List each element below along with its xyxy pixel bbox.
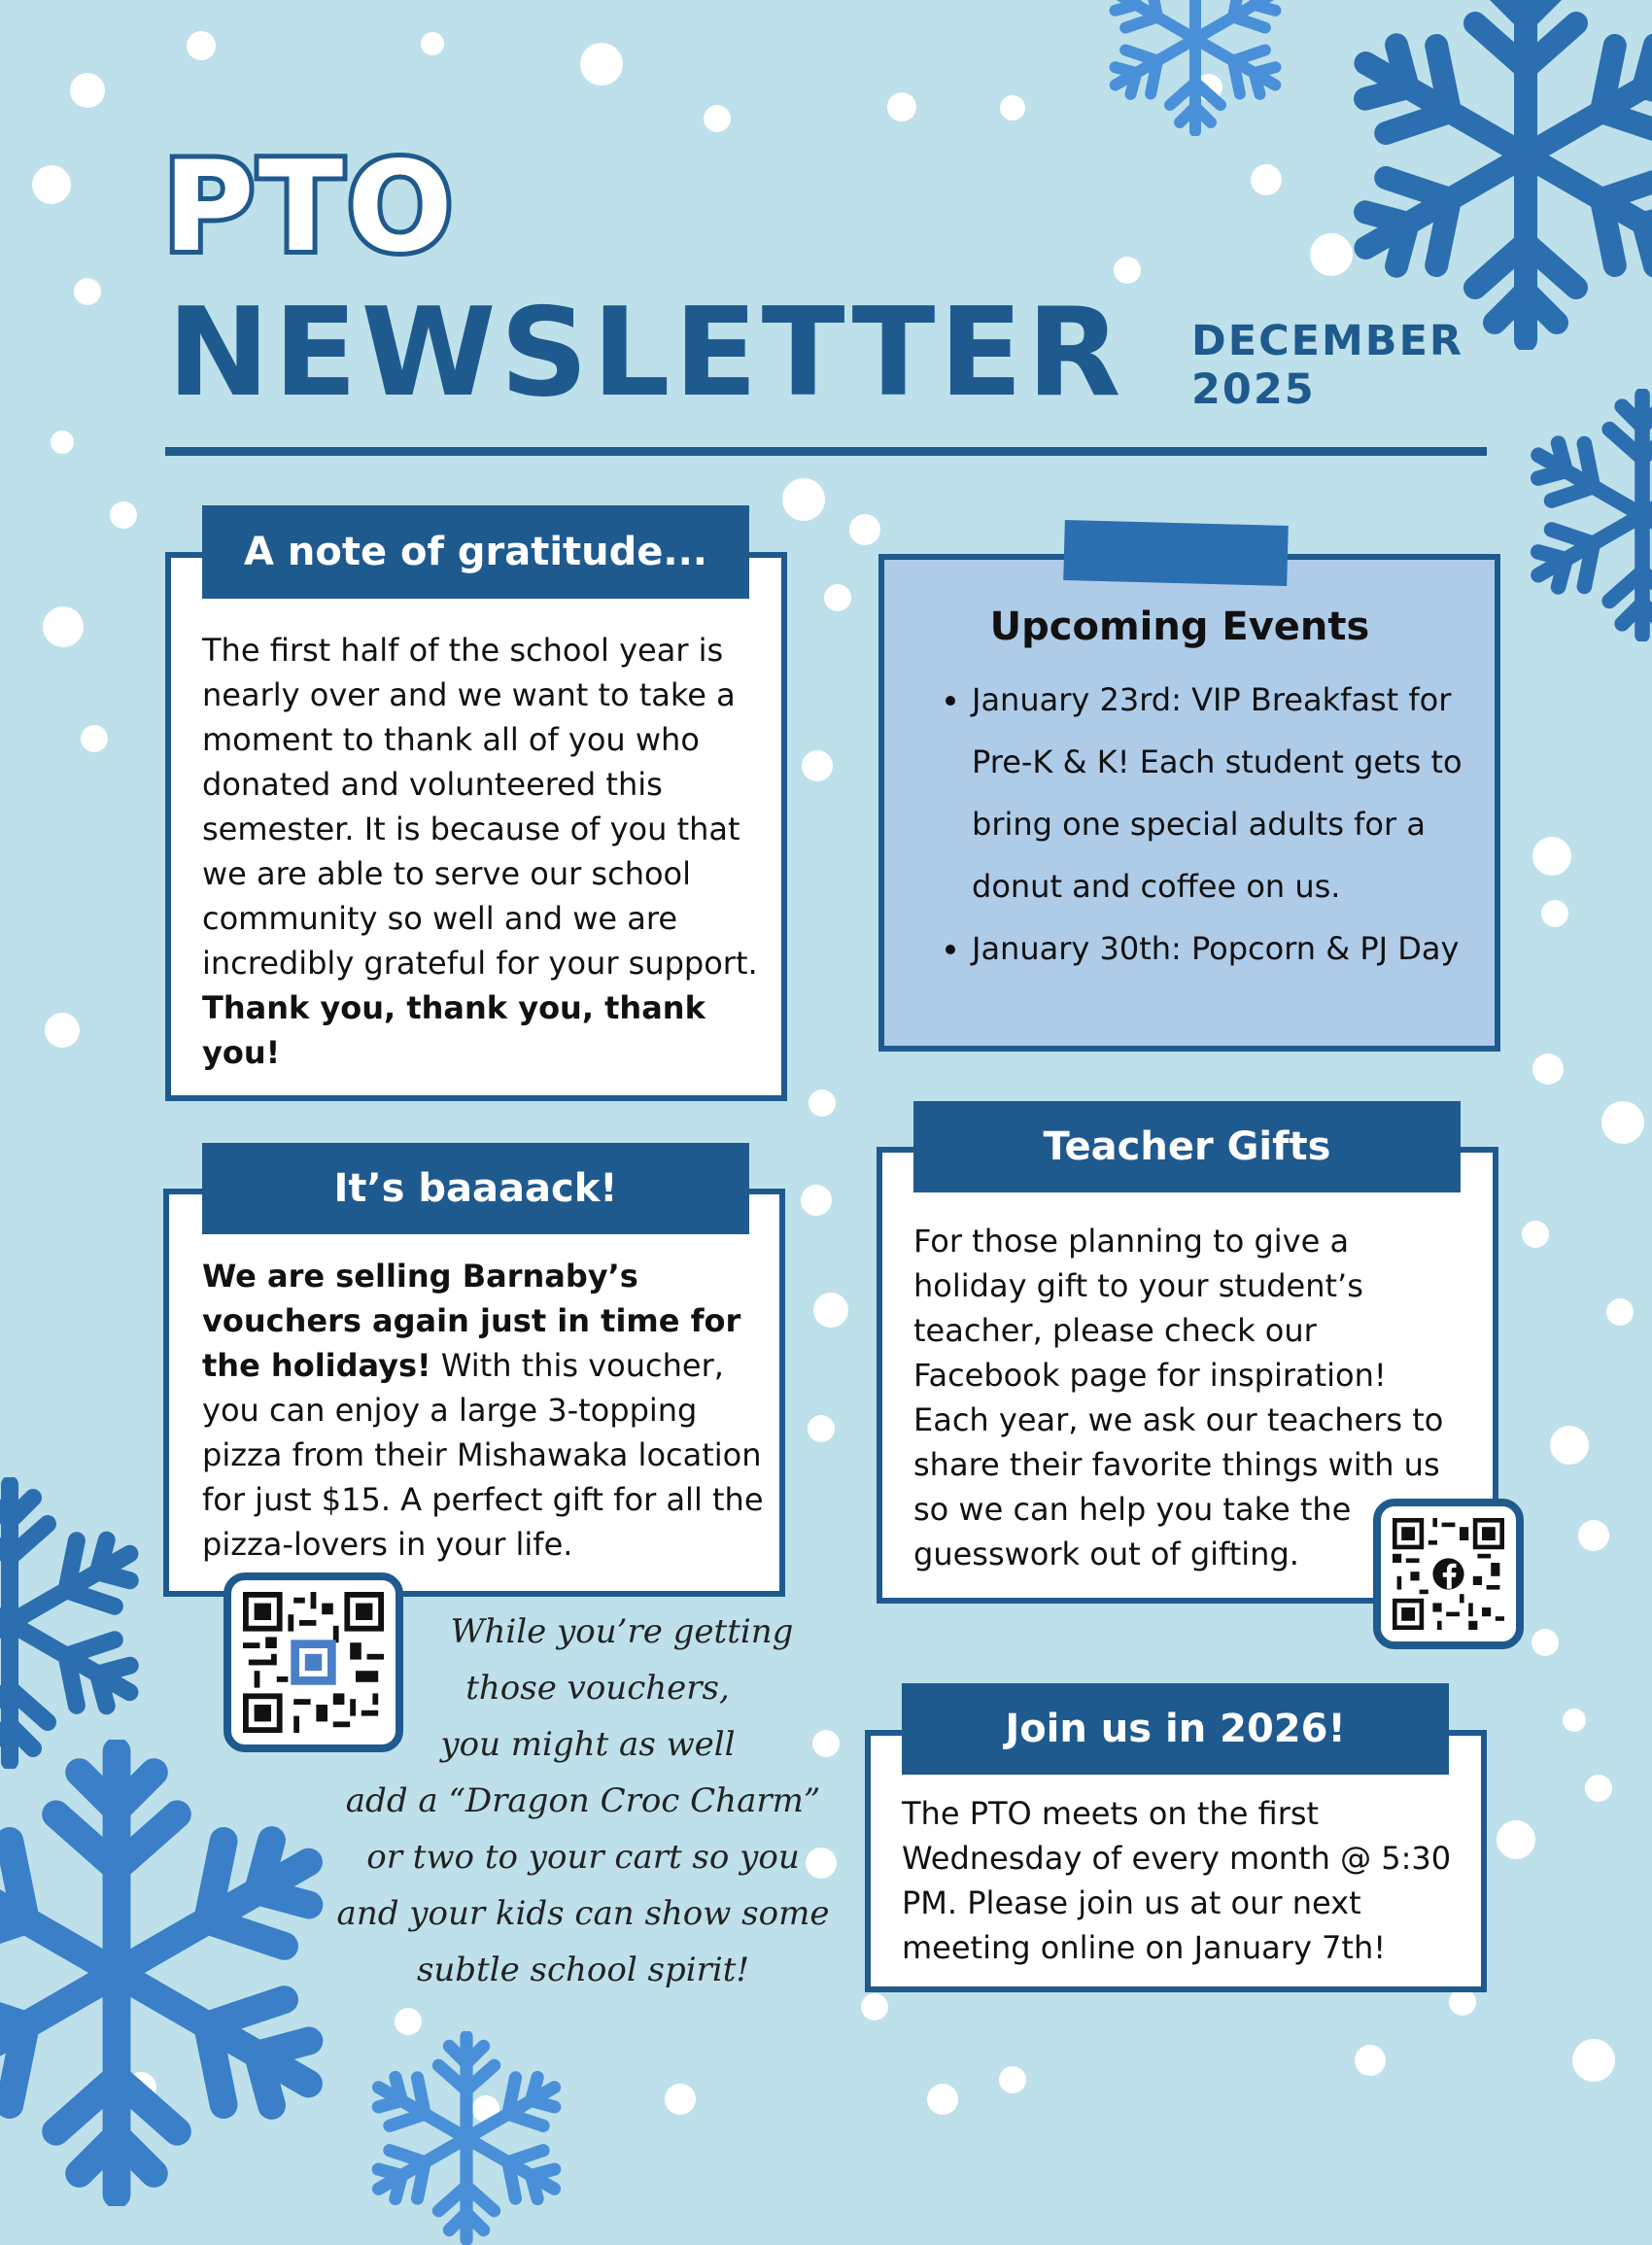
snowflake-icon <box>0 1740 350 2206</box>
note-line: subtle school spirit! <box>416 1951 750 1989</box>
note-line: you might as well <box>440 1725 736 1764</box>
tape-decoration <box>1063 520 1289 586</box>
header-divider <box>165 447 1487 456</box>
note-line: add a “Dragon Croc Charm” <box>345 1781 821 1820</box>
croc-charm-note <box>311 1604 855 1998</box>
events-list <box>933 669 1516 980</box>
teacher-gifts-title: Teacher Gifts <box>913 1101 1461 1192</box>
gratitude-text: The first half of the school year is nearly over and we want to take a moment to thank all of you who donated and volunteered this semester. It is because of you that we are able to serve our school community so well and we are incredibly grateful for your support. <box>202 632 758 982</box>
snowflake-icon <box>1331 0 1652 350</box>
snowflake-icon <box>1516 389 1652 641</box>
note-line: or two to your cart so you <box>366 1838 800 1877</box>
events-title: Upcoming Events <box>989 604 1370 649</box>
issue-month: DECEMBER <box>1191 317 1464 365</box>
event-item: • January 30th: Popcorn & PJ Day <box>972 917 1516 980</box>
vouchers-title: It’s baaaack! <box>202 1143 749 1234</box>
issue-date <box>1191 317 1483 414</box>
gratitude-body <box>202 628 766 1075</box>
event-item: • January 23rd: VIP Breakfast for Pre-K & K! Each student gets to bring one special adults for a donut and coffee on us. <box>972 669 1516 917</box>
qr-code-facebook-icon[interactable] <box>1373 1499 1524 1649</box>
join-title: Join us in 2026! <box>902 1683 1449 1775</box>
note-line: and your kids can show some <box>336 1894 830 1933</box>
snowflake-icon <box>0 1477 155 1769</box>
gratitude-title: A note of gratitude... <box>202 505 749 599</box>
snowflake-icon <box>1098 0 1292 136</box>
vouchers-text: With this voucher, you can enjoy a large 3-topping pizza from their Mishawaka location for just $15. A perfect gift for all the pizza-lovers in your life. <box>202 1347 764 1563</box>
gratitude-emphasis: Thank you, thank you, thank you! <box>202 989 706 1071</box>
note-line: those vouchers, <box>465 1669 730 1708</box>
teacher-gifts-body: For those planning to give a holiday gift to your student’s teacher, please check our Facebook page for inspiration! Each year, we ask our teachers to share their favorite things with us so we can help you take the guesswork out of gifting. <box>913 1223 1444 1572</box>
qr-code-pattern <box>1393 1518 1504 1630</box>
header-pto: PTO <box>163 135 457 280</box>
note-line: While you’re getting <box>450 1612 794 1651</box>
issue-year: 2025 <box>1191 365 1316 414</box>
header-newsletter: NEWSLETTER <box>167 281 1125 424</box>
vouchers-emphasis: We are selling Barnaby’s vouchers again just in time for the holidays! <box>202 1258 741 1384</box>
vouchers-body <box>202 1254 766 1567</box>
join-body: The PTO meets on the first Wednesday of every month @ 5:30 PM. Please join us at our next meeting online on January 7th! <box>902 1795 1452 1966</box>
snowflake-icon <box>360 2031 573 2245</box>
